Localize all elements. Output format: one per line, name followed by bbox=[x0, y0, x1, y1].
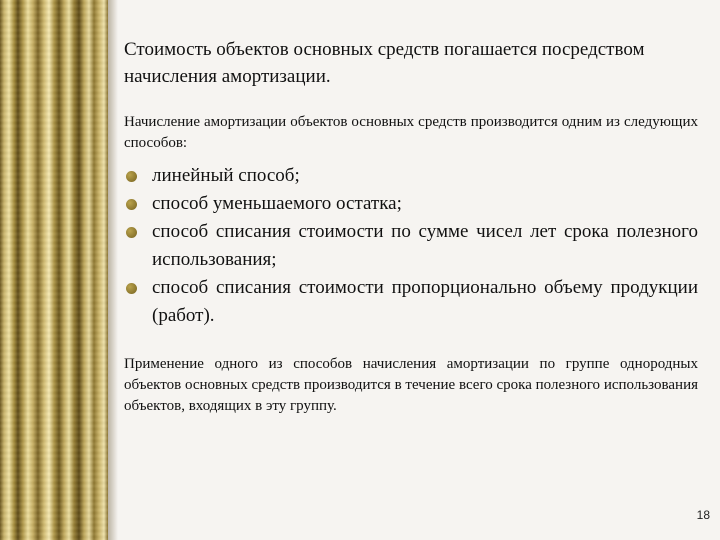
gold-dot-icon bbox=[126, 171, 137, 182]
page-number: 18 bbox=[696, 508, 710, 522]
slide-content bbox=[124, 36, 698, 417]
slide-heading: Стоимость объектов основных средств погашается посредством начисления амортизации. bbox=[124, 39, 645, 87]
list-item bbox=[124, 190, 698, 218]
gold-curtain-decoration bbox=[0, 0, 108, 540]
method-label: линейный способ; bbox=[152, 165, 300, 186]
gold-dot-icon bbox=[126, 227, 137, 238]
intro-paragraph: Начисление амортизации объектов основных средств производится одним из следующих способов: bbox=[124, 114, 698, 151]
method-label: способ уменьшаемого остатка; bbox=[152, 193, 402, 214]
footer-paragraph: Применение одного из способов начисления амортизации по группе однородных объектов основных средств производится в течение всего срока полезного использования объектов, входящих в эту группу. bbox=[124, 356, 698, 414]
method-label: способ списания стоимости пропорционально объему продукции (работ). bbox=[152, 277, 698, 326]
gold-dot-icon bbox=[126, 199, 137, 210]
gold-dot-icon bbox=[126, 283, 137, 294]
method-label: способ списания стоимости по сумме чисел лет срока полезного использования; bbox=[152, 221, 698, 270]
list-item bbox=[124, 274, 698, 330]
list-item bbox=[124, 162, 698, 190]
curtain-shadow bbox=[108, 0, 118, 540]
list-item bbox=[124, 218, 698, 274]
methods-list bbox=[124, 162, 698, 330]
